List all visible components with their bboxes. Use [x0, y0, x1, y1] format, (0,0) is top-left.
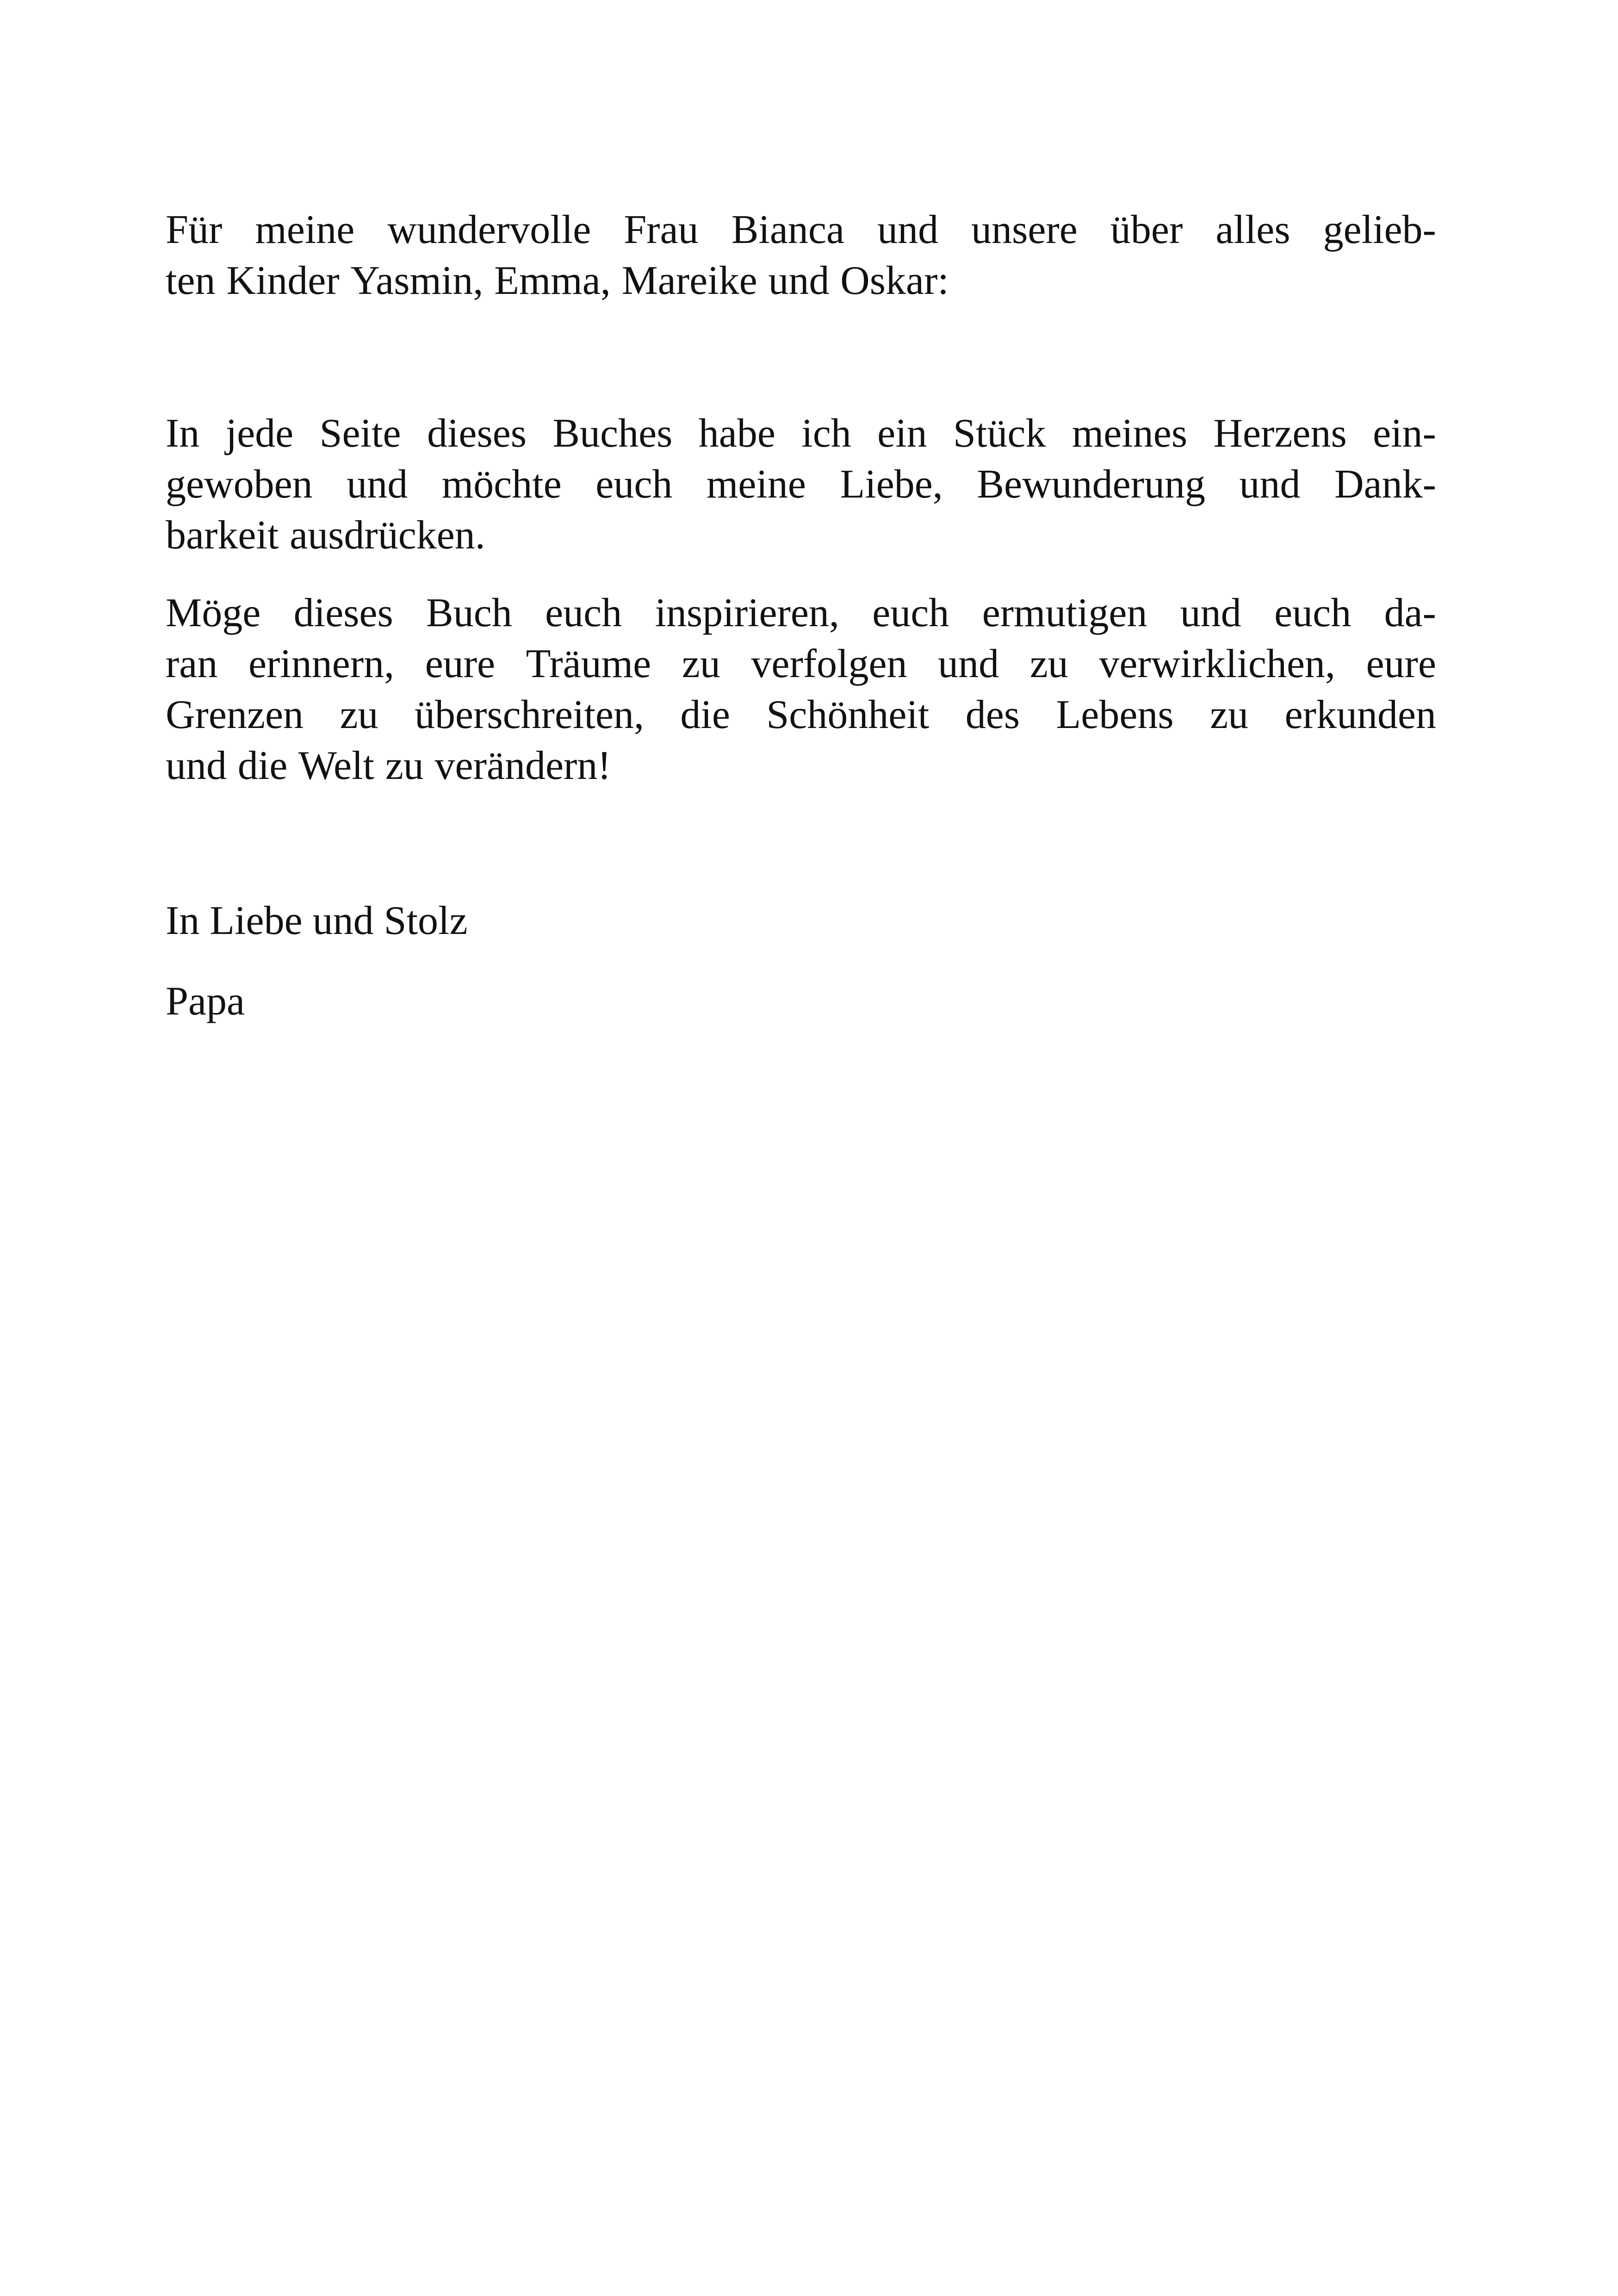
word: unsere [971, 207, 1078, 252]
dedication-paragraph [166, 205, 1436, 306]
word: da- [1384, 591, 1436, 635]
word: ran [166, 641, 218, 686]
word: über [1110, 207, 1183, 252]
word: ich [801, 411, 851, 456]
closing-line [166, 896, 1436, 946]
body-paragraph-2 [166, 588, 1436, 791]
word: euch [595, 462, 673, 507]
word: Kinder [226, 258, 340, 303]
paragraph-line [166, 639, 1436, 690]
dedication-line [166, 205, 1436, 255]
word: Yasmin, [350, 258, 484, 303]
word: des [965, 692, 1020, 737]
word: meine [255, 207, 355, 252]
word: erkunden [1284, 692, 1436, 737]
signature [166, 976, 1436, 1027]
word: zu [1210, 692, 1249, 737]
word: meine [706, 462, 806, 507]
word: zu [385, 743, 424, 788]
word: und [347, 462, 408, 507]
word: verfolgen [751, 641, 907, 686]
word: und [877, 207, 939, 252]
word: alles [1215, 207, 1290, 252]
word: barkeit [166, 513, 279, 558]
word: eure [425, 641, 496, 686]
word: gewoben [166, 462, 313, 507]
word: Lebens [1056, 692, 1174, 737]
word: und [166, 743, 227, 788]
paragraph-line [166, 510, 1436, 561]
word: und [768, 258, 830, 303]
word: Bewunderung [977, 462, 1206, 507]
word: zu [1029, 641, 1068, 686]
word: dieses [427, 411, 527, 456]
word: verändern! [434, 743, 611, 788]
paragraph-line [166, 459, 1436, 510]
word: die [237, 743, 288, 788]
word: ermutigen [982, 591, 1147, 635]
word: Seite [319, 411, 401, 456]
word: euch [1274, 591, 1351, 635]
word: gelieb- [1323, 207, 1436, 252]
word: ein [877, 411, 927, 456]
word: und [1239, 462, 1301, 507]
word: möchte [441, 462, 562, 507]
word: ten [166, 258, 216, 303]
word: ein- [1373, 411, 1436, 456]
word: und [1180, 591, 1241, 635]
word: ausdrücken. [290, 513, 485, 558]
word: Herzens [1213, 411, 1347, 456]
word: habe [698, 411, 775, 456]
word: Buch [426, 591, 512, 635]
word: Träume [526, 641, 651, 686]
paragraph-line [166, 588, 1436, 639]
word: Für [166, 207, 223, 252]
word: Mareike [621, 258, 757, 303]
word: Buches [552, 411, 673, 456]
word: zu [682, 641, 720, 686]
word: Stück [953, 411, 1046, 456]
word: überschreiten, [414, 692, 644, 737]
word: Schönheit [766, 692, 930, 737]
word: Frau [624, 207, 699, 252]
dedication-line [166, 255, 1436, 306]
paragraph-line [166, 690, 1436, 740]
word: Grenzen [166, 692, 304, 737]
word: meines [1072, 411, 1188, 456]
word: eure [1366, 641, 1436, 686]
closing-text: In Liebe und Stolz [166, 898, 468, 943]
word: wundervolle [387, 207, 591, 252]
paragraph-line [166, 408, 1436, 459]
word: jede [225, 411, 294, 456]
word: verwirklichen, [1099, 641, 1336, 686]
word: Dank- [1334, 462, 1436, 507]
word: Oskar: [840, 258, 949, 303]
word: Bianca [731, 207, 845, 252]
word: Liebe, [840, 462, 943, 507]
word: inspirieren, [655, 591, 839, 635]
word: Emma, [494, 258, 611, 303]
signature-text: Papa [166, 979, 245, 1024]
word: dieses [293, 591, 393, 635]
word: die [680, 692, 730, 737]
paragraph-line [166, 740, 1436, 791]
word: euch [872, 591, 949, 635]
word: euch [545, 591, 622, 635]
word: erinnern, [248, 641, 395, 686]
body-paragraph-1 [166, 408, 1436, 561]
word: In [166, 411, 200, 456]
word: Welt [298, 743, 374, 788]
word: und [938, 641, 999, 686]
word: zu [340, 692, 378, 737]
word: Möge [166, 591, 261, 635]
